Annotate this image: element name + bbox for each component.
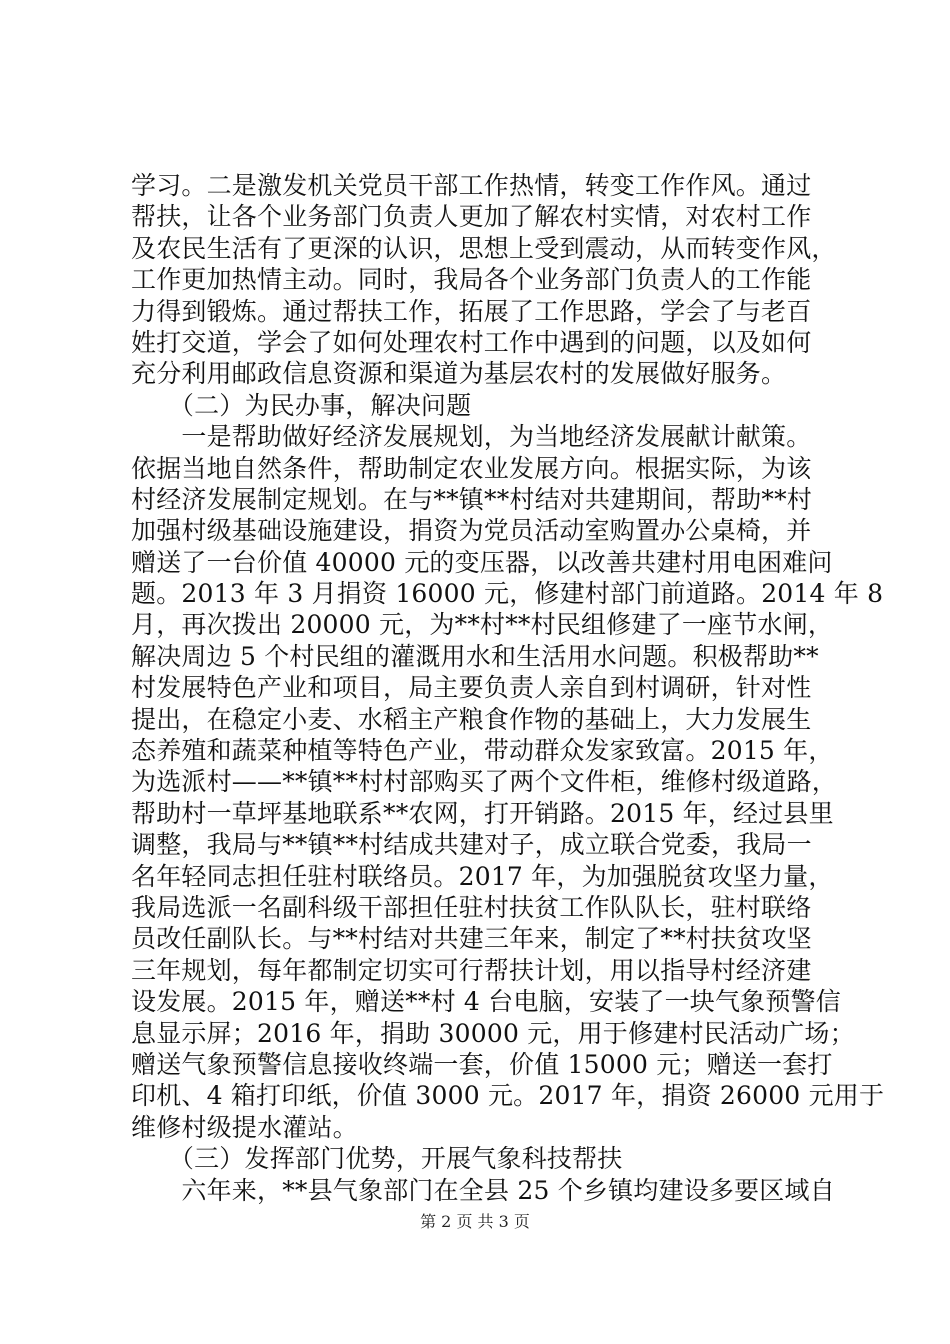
text-line: 一是帮助做好经济发展规划，为当地经济发展献计献策。 bbox=[131, 422, 812, 452]
text-line: 息显示屏；2016 年，捐助 30000 元，用于修建村民活动广场； bbox=[131, 1018, 855, 1048]
text-line: 帮助村一草坪基地联系**农网，打开销路。2015 年，经过县里 bbox=[131, 798, 834, 828]
text-line: 加强村级基础设施建设，捐资为党员活动室购置办公桌椅，并 bbox=[131, 516, 812, 546]
text-line: 解决周边 5 个村民组的灌溉用水和生活用水问题。积极帮助** bbox=[131, 641, 819, 671]
text-line: 印机、4 箱打印纸，价值 3000 元。2017 年，捐资 26000 元用于 bbox=[131, 1081, 885, 1111]
text-line: 力得到锻炼。通过帮扶工作，拓展了工作思路，学会了与老百 bbox=[131, 296, 812, 326]
text-line: 六年来，**县气象部门在全县 25 个乡镇均建设多要区域自 bbox=[131, 1175, 835, 1205]
text-line: 员改任副队长。与**村结对共建三年来，制定了**村扶贫攻坚 bbox=[131, 924, 812, 954]
text-line: （二）为民办事，解决问题 bbox=[131, 390, 472, 420]
text-line: 村经济发展制定规划。在与**镇**村结对共建期间，帮助**村 bbox=[131, 484, 813, 514]
text-line: 姓打交道，学会了如何处理农村工作中遇到的问题，以及如何 bbox=[131, 327, 812, 357]
text-line: 调整，我局与**镇**村结成共建对子，成立联合党委，我局一 bbox=[131, 830, 812, 860]
page-footer: 第 2 页 共 3 页 bbox=[420, 1212, 530, 1231]
text-line: 充分利用邮政信息资源和渠道为基层农村的发展做好服务。 bbox=[131, 359, 787, 389]
text-line: 为选派村——**镇**村村部购买了两个文件柜，维修村级道路， bbox=[131, 767, 838, 797]
text-line: 赠送了一台价值 40000 元的变压器，以改善共建村用电困难问 bbox=[131, 547, 833, 577]
text-line: 依据当地自然条件，帮助制定农业发展方向。根据实际，为该 bbox=[131, 453, 812, 483]
text-line: 态养殖和蔬菜种植等特色产业，带动群众发家致富。2015 年， bbox=[131, 736, 834, 766]
text-line: （三）发挥部门优势，开展气象科技帮扶 bbox=[131, 1144, 623, 1174]
text-line: 工作更加热情主动。同时，我局各个业务部门负责人的工作能 bbox=[131, 265, 812, 295]
text-line: 村发展特色产业和项目，局主要负责人亲自到村调研，针对性 bbox=[131, 673, 812, 703]
text-line: 赠送气象预警信息接收终端一套，价值 15000 元；赠送一套打 bbox=[131, 1049, 833, 1079]
text-line: 题。2013 年 3 月捐资 16000 元，修建村部门前道路。2014 年 8 bbox=[131, 579, 884, 609]
text-line: 设发展。2015 年，赠送**村 4 台电脑，安装了一块气象预警信 bbox=[131, 987, 841, 1017]
text-line: 月，再次拨出 20000 元，为**村**村民组修建了一座节水闸， bbox=[131, 610, 834, 640]
document-body bbox=[131, 170, 885, 1206]
text-line: 学习。二是激发机关党员干部工作热情，转变工作作风。通过 bbox=[131, 171, 812, 200]
text-line: 提出，在稳定小麦、水稻主产粮食作物的基础上，大力发展生 bbox=[131, 704, 812, 734]
text-line: 帮扶，让各个业务部门负责人更加了解农村实情，对农村工作 bbox=[131, 202, 812, 232]
text-line: 三年规划，每年都制定切实可行帮扶计划，用以指导村经济建 bbox=[131, 955, 812, 985]
text-line: 名年轻同志担任驻村联络员。2017 年，为加强脱贫攻坚力量， bbox=[131, 861, 834, 891]
text-line: 维修村级提水灌站。 bbox=[131, 1112, 358, 1142]
text-line: 及农民生活有了更深的认识，思想上受到震动，从而转变作风， bbox=[131, 233, 837, 263]
text-line: 我局选派一名副科级干部担任驻村扶贫工作队队长，驻村联络 bbox=[131, 892, 812, 922]
